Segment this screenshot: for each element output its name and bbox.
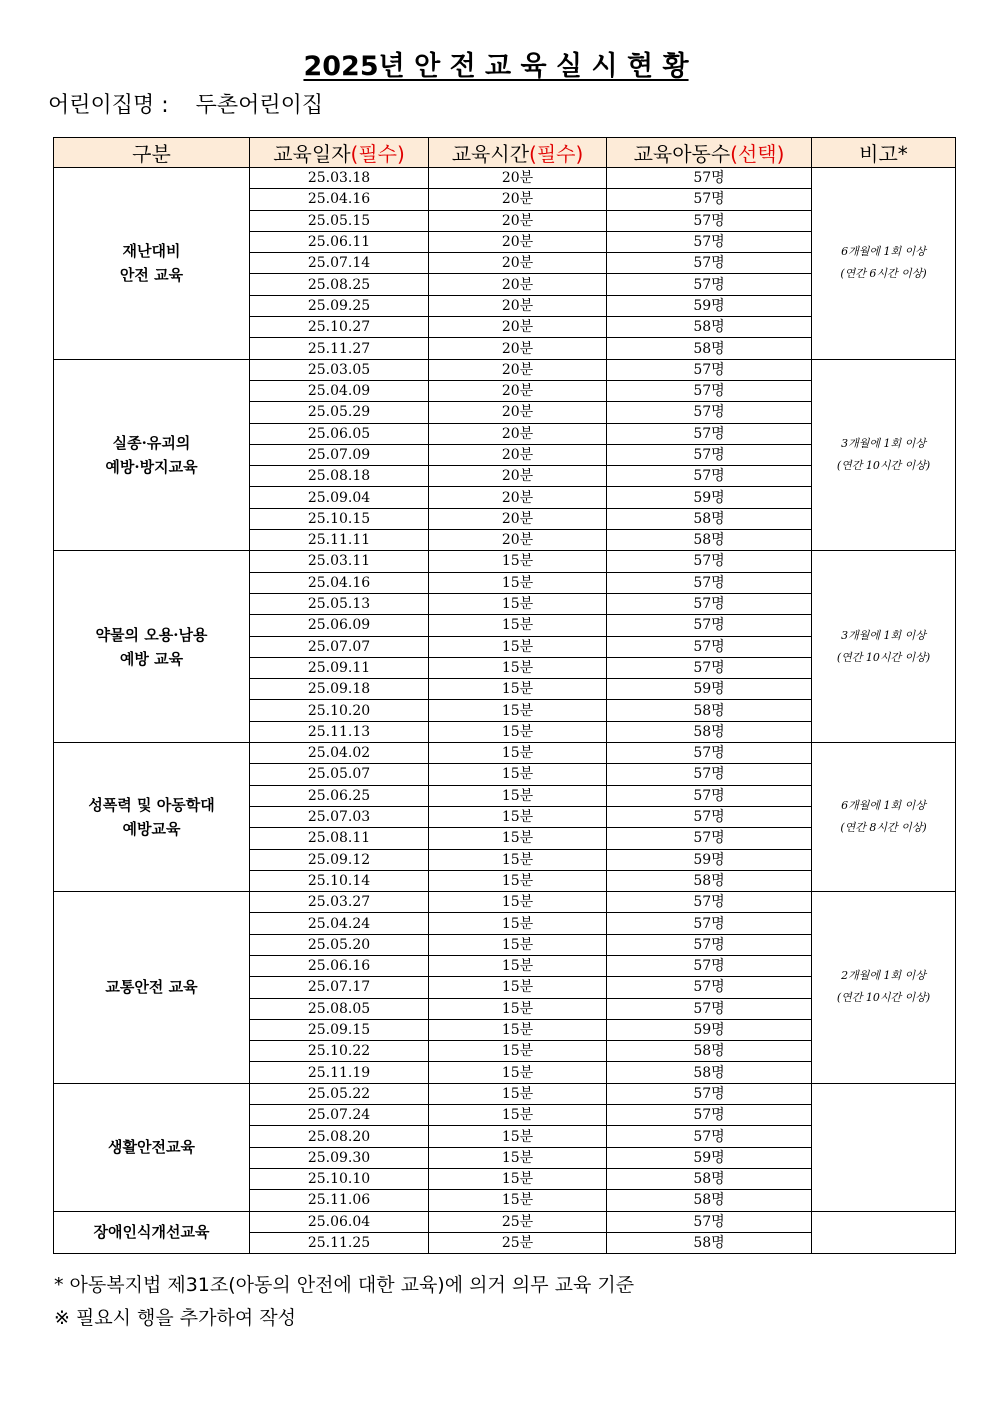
time-cell: 15분 [429, 743, 607, 764]
date-cell: 25.10.14 [250, 870, 429, 891]
time-cell: 15분 [429, 615, 607, 636]
note-line: 3개월에 1회 이상 [841, 628, 926, 642]
time-cell: 15분 [429, 657, 607, 678]
note-cell [812, 551, 956, 743]
children-count-cell: 58명 [607, 870, 812, 891]
time-cell: 15분 [429, 1190, 607, 1211]
time-cell: 15분 [429, 679, 607, 700]
date-cell: 25.06.25 [250, 785, 429, 806]
header-date: 교육일자(필수) [250, 138, 429, 168]
note-line: 6개월에 1회 이상 [841, 799, 926, 813]
note-line: 2개월에 1회 이상 [841, 969, 926, 983]
time-cell: 20분 [429, 380, 607, 401]
footnote-add-rows: ※ 필요시 행을 추가하여 작성 [54, 1307, 296, 1329]
note-cell [812, 1211, 956, 1254]
table-row [54, 551, 956, 572]
date-cell: 25.07.09 [250, 444, 429, 465]
note-line: (연간 6시간 이상) [840, 267, 927, 281]
date-cell: 25.09.18 [250, 679, 429, 700]
page-title: 2025년 안 전 교 육 실 시 현 황 [303, 51, 689, 82]
time-cell: 15분 [429, 849, 607, 870]
time-cell: 15분 [429, 572, 607, 593]
time-cell: 15분 [429, 1147, 607, 1168]
children-count-cell: 57명 [607, 998, 812, 1019]
time-cell: 20분 [429, 317, 607, 338]
category-cell [54, 743, 250, 892]
date-cell: 25.03.05 [250, 359, 429, 380]
category-cell [54, 1211, 250, 1254]
time-cell: 20분 [429, 487, 607, 508]
time-cell: 15분 [429, 1083, 607, 1104]
date-cell: 25.09.04 [250, 487, 429, 508]
date-cell: 25.06.11 [250, 231, 429, 252]
children-count-cell: 57명 [607, 828, 812, 849]
time-cell: 20분 [429, 530, 607, 551]
time-cell: 20분 [429, 359, 607, 380]
time-cell: 20분 [429, 168, 607, 189]
children-count-cell: 58명 [607, 317, 812, 338]
date-cell: 25.05.13 [250, 593, 429, 614]
children-count-cell: 57명 [607, 444, 812, 465]
time-cell: 20분 [429, 210, 607, 231]
note-cell [812, 168, 956, 360]
date-cell: 25.10.10 [250, 1168, 429, 1189]
date-cell: 25.11.06 [250, 1190, 429, 1211]
children-count-cell: 57명 [607, 551, 812, 572]
date-cell: 25.10.22 [250, 1041, 429, 1062]
date-cell: 25.03.27 [250, 892, 429, 913]
time-cell: 15분 [429, 1105, 607, 1126]
children-count-cell: 58명 [607, 721, 812, 742]
table-row [54, 892, 956, 913]
children-count-cell: 57명 [607, 934, 812, 955]
time-cell: 15분 [429, 998, 607, 1019]
table-row [54, 168, 956, 189]
date-cell: 25.08.25 [250, 274, 429, 295]
date-cell: 25.11.11 [250, 530, 429, 551]
children-count-cell: 57명 [607, 593, 812, 614]
note-line: (연간 8시간 이상) [840, 821, 927, 835]
date-cell: 25.10.15 [250, 508, 429, 529]
time-cell: 15분 [429, 700, 607, 721]
table-row [54, 1211, 956, 1232]
children-count-cell: 57명 [607, 1211, 812, 1232]
date-cell: 25.08.05 [250, 998, 429, 1019]
date-cell: 25.04.09 [250, 380, 429, 401]
note-cell [812, 743, 956, 892]
daycare-name-label: 어린이집명 : [48, 93, 169, 118]
date-cell: 25.07.17 [250, 977, 429, 998]
category-name-line: 예방 교육 [119, 649, 184, 668]
daycare-name-row [48, 88, 323, 119]
date-cell: 25.05.22 [250, 1083, 429, 1104]
time-cell: 20분 [429, 189, 607, 210]
children-count-cell: 57명 [607, 572, 812, 593]
date-cell: 25.09.12 [250, 849, 429, 870]
children-count-cell: 57명 [607, 913, 812, 934]
children-count-cell: 58명 [607, 1168, 812, 1189]
children-count-cell: 57명 [607, 977, 812, 998]
time-cell: 20분 [429, 423, 607, 444]
note-line: (연간 10시간 이상) [836, 991, 931, 1005]
note-line: (연간 10시간 이상) [836, 459, 931, 472]
children-count-cell: 57명 [607, 785, 812, 806]
children-count-cell: 57명 [607, 657, 812, 678]
children-count-cell: 57명 [607, 402, 812, 423]
time-cell: 15분 [429, 1126, 607, 1147]
note-cell [812, 892, 956, 1084]
category-cell [54, 551, 250, 743]
date-cell: 25.04.24 [250, 913, 429, 934]
children-count-cell: 57명 [607, 380, 812, 401]
date-cell: 25.06.09 [250, 615, 429, 636]
table-body [54, 168, 956, 1254]
time-cell: 20분 [429, 274, 607, 295]
category-cell [54, 1083, 250, 1211]
time-cell: 20분 [429, 508, 607, 529]
table-row [54, 743, 956, 764]
date-cell: 25.09.15 [250, 1019, 429, 1040]
date-cell: 25.09.30 [250, 1147, 429, 1168]
date-cell: 25.08.11 [250, 828, 429, 849]
table-row [54, 1083, 956, 1104]
header-category: 구분 [54, 138, 250, 168]
children-count-cell: 57명 [607, 636, 812, 657]
children-count-cell: 59명 [607, 295, 812, 316]
children-count-cell: 59명 [607, 849, 812, 870]
time-cell: 15분 [429, 934, 607, 955]
category-name-line: 교통안전 교육 [105, 978, 198, 997]
date-cell: 25.04.16 [250, 572, 429, 593]
time-cell: 20분 [429, 338, 607, 359]
time-cell: 15분 [429, 721, 607, 742]
footnote-legal-basis: * 아동복지법 제31조(아동의 안전에 대한 교육)에 의거 의무 교육 기준 [54, 1274, 635, 1296]
date-cell: 25.11.19 [250, 1062, 429, 1083]
children-count-cell: 59명 [607, 1019, 812, 1040]
safety-education-table [53, 137, 956, 1254]
date-cell: 25.05.07 [250, 764, 429, 785]
date-cell: 25.07.14 [250, 253, 429, 274]
time-cell: 15분 [429, 636, 607, 657]
time-cell: 15분 [429, 551, 607, 572]
note-cell [812, 1083, 956, 1211]
children-count-cell: 57명 [607, 359, 812, 380]
category-name-line: 성폭력 및 아동학대 [88, 796, 215, 815]
date-cell: 25.11.25 [250, 1232, 429, 1253]
note-line: (연간 10시간 이상) [836, 650, 931, 664]
children-count-cell: 57명 [607, 466, 812, 487]
table-header-row [54, 138, 956, 168]
time-cell: 20분 [429, 231, 607, 252]
children-count-cell: 57명 [607, 189, 812, 210]
category-name-line: 약물의 오용·남용 [95, 625, 208, 644]
category-name-line: 장애인식개선교육 [93, 1223, 210, 1242]
time-cell: 20분 [429, 466, 607, 487]
time-cell: 15분 [429, 785, 607, 806]
date-cell: 25.07.24 [250, 1105, 429, 1126]
note-line: 3개월에 1회 이상 [841, 437, 926, 450]
children-count-cell: 57명 [607, 955, 812, 976]
children-count-cell: 57명 [607, 168, 812, 189]
children-count-cell: 57명 [607, 1083, 812, 1104]
time-cell: 20분 [429, 253, 607, 274]
time-cell: 25분 [429, 1211, 607, 1232]
category-name-line: 실종·유괴의 [112, 434, 191, 452]
time-cell: 15분 [429, 1041, 607, 1062]
children-count-cell: 59명 [607, 1147, 812, 1168]
date-cell: 25.05.15 [250, 210, 429, 231]
date-cell: 25.06.16 [250, 955, 429, 976]
date-cell: 25.07.07 [250, 636, 429, 657]
children-count-cell: 57명 [607, 743, 812, 764]
children-count-cell: 57명 [607, 1105, 812, 1126]
date-cell: 25.06.05 [250, 423, 429, 444]
time-cell: 15분 [429, 913, 607, 934]
children-count-cell: 57명 [607, 615, 812, 636]
time-cell: 15분 [429, 1062, 607, 1083]
date-cell: 25.07.03 [250, 806, 429, 827]
children-count-cell: 57명 [607, 764, 812, 785]
time-cell: 20분 [429, 295, 607, 316]
time-cell: 15분 [429, 1019, 607, 1040]
children-count-cell: 58명 [607, 508, 812, 529]
children-count-cell: 57명 [607, 806, 812, 827]
children-count-cell: 58명 [607, 1041, 812, 1062]
children-count-cell: 57명 [607, 231, 812, 252]
date-cell: 25.04.02 [250, 743, 429, 764]
children-count-cell: 57명 [607, 892, 812, 913]
daycare-name-value: 두촌어린이집 [195, 93, 324, 118]
note-cell [812, 359, 956, 551]
date-cell: 25.08.18 [250, 466, 429, 487]
date-cell: 25.10.20 [250, 700, 429, 721]
children-count-cell: 59명 [607, 679, 812, 700]
time-cell: 15분 [429, 892, 607, 913]
category-name-line: 안전 교육 [119, 266, 184, 285]
time-cell: 15분 [429, 828, 607, 849]
children-count-cell: 58명 [607, 700, 812, 721]
note-line: 6개월에 1회 이상 [841, 245, 926, 259]
category-name-line: 재난대비 [122, 242, 181, 261]
time-cell: 15분 [429, 1168, 607, 1189]
category-name-line: 생활안전교육 [108, 1138, 195, 1157]
children-count-cell: 58명 [607, 338, 812, 359]
date-cell: 25.10.27 [250, 317, 429, 338]
category-cell [54, 168, 250, 360]
children-count-cell: 58명 [607, 530, 812, 551]
date-cell: 25.04.16 [250, 189, 429, 210]
children-count-cell: 58명 [607, 1190, 812, 1211]
time-cell: 15분 [429, 955, 607, 976]
children-count-cell: 59명 [607, 487, 812, 508]
date-cell: 25.03.18 [250, 168, 429, 189]
date-cell: 25.08.20 [250, 1126, 429, 1147]
children-count-cell: 58명 [607, 1062, 812, 1083]
time-cell: 15분 [429, 870, 607, 891]
children-count-cell: 57명 [607, 253, 812, 274]
category-cell [54, 892, 250, 1084]
header-children: 교육아동수(선택) [607, 138, 812, 168]
children-count-cell: 57명 [607, 423, 812, 444]
category-name-line: 예방·방지교육 [105, 458, 198, 476]
children-count-cell: 57명 [607, 274, 812, 295]
time-cell: 20분 [429, 402, 607, 423]
time-cell: 15분 [429, 764, 607, 785]
date-cell: 25.09.25 [250, 295, 429, 316]
table-row [54, 359, 956, 380]
children-count-cell: 57명 [607, 1126, 812, 1147]
category-cell [54, 359, 250, 551]
time-cell: 25분 [429, 1232, 607, 1253]
date-cell: 25.03.11 [250, 551, 429, 572]
date-cell: 25.11.27 [250, 338, 429, 359]
time-cell: 15분 [429, 806, 607, 827]
time-cell: 20분 [429, 444, 607, 465]
header-note: 비고* [812, 138, 956, 168]
date-cell: 25.05.20 [250, 934, 429, 955]
time-cell: 15분 [429, 593, 607, 614]
date-cell: 25.05.29 [250, 402, 429, 423]
date-cell: 25.09.11 [250, 657, 429, 678]
time-cell: 15분 [429, 977, 607, 998]
children-count-cell: 58명 [607, 1232, 812, 1253]
category-name-line: 예방교육 [122, 820, 181, 839]
header-time: 교육시간(필수) [429, 138, 607, 168]
date-cell: 25.11.13 [250, 721, 429, 742]
date-cell: 25.06.04 [250, 1211, 429, 1232]
children-count-cell: 57명 [607, 210, 812, 231]
